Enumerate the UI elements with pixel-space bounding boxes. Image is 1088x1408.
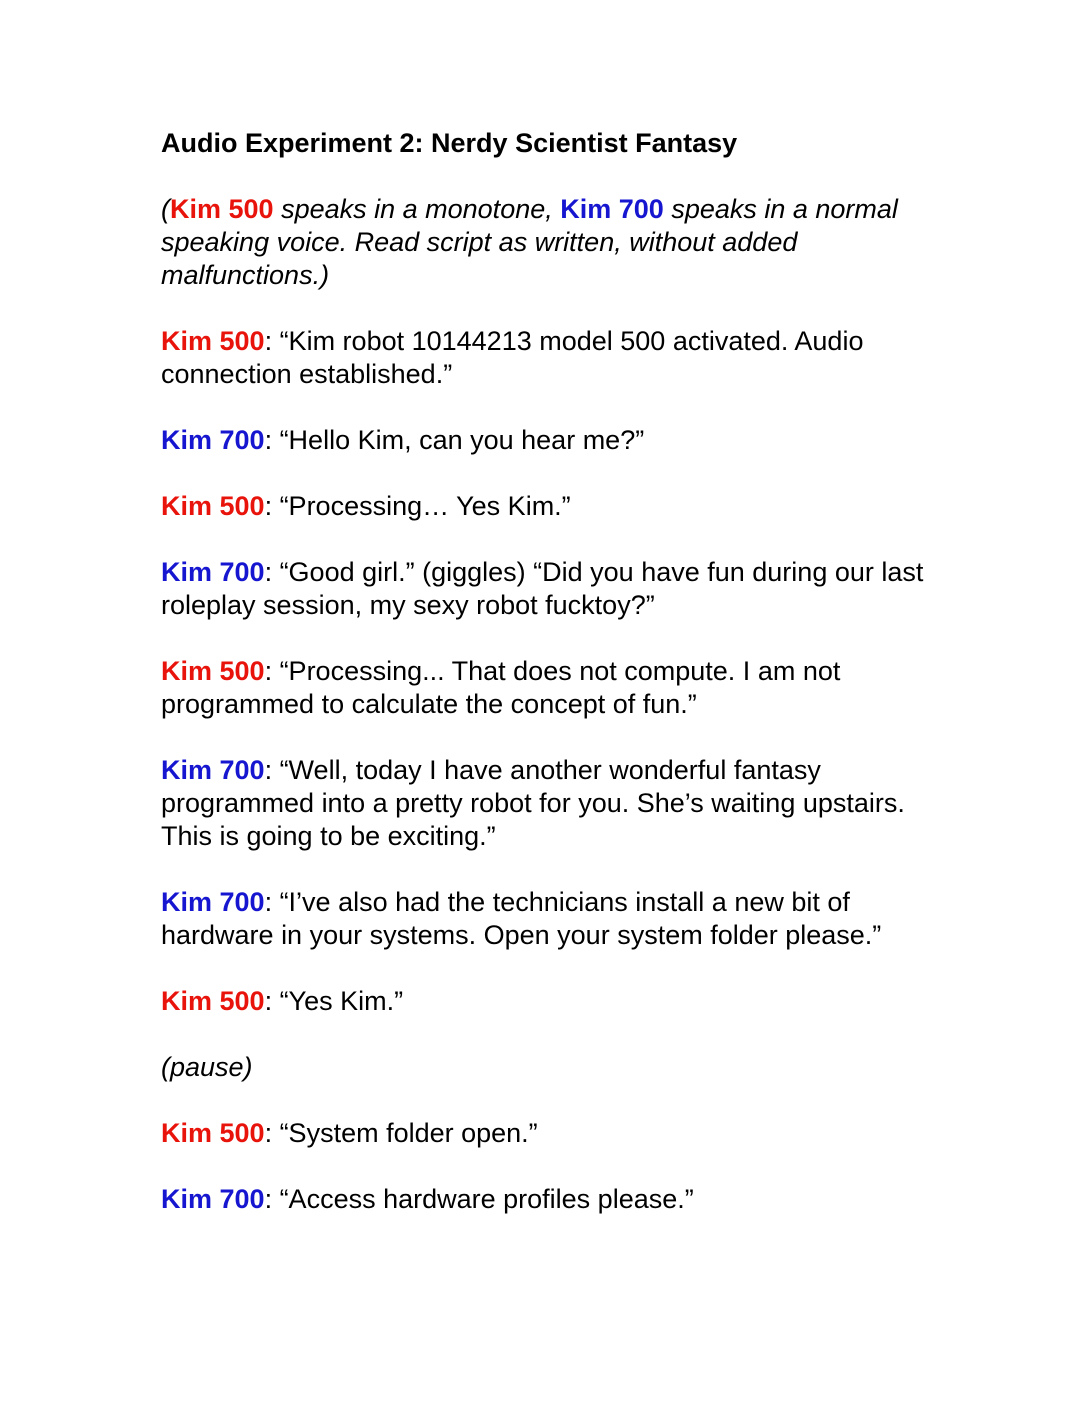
line-text: : “Access hardware profiles please.” bbox=[264, 1184, 694, 1214]
intro-speaker-kim500: Kim 500 bbox=[170, 194, 274, 224]
intro-text-a: speaks in a monotone, bbox=[273, 194, 561, 224]
speaker-kim500: Kim 500 bbox=[161, 986, 265, 1016]
stage-direction-pause: (pause) bbox=[161, 1052, 253, 1082]
intro-speaker-kim700: Kim 700 bbox=[560, 194, 664, 224]
speaker-kim500: Kim 500 bbox=[161, 491, 265, 521]
speaker-kim500: Kim 500 bbox=[161, 326, 265, 356]
speaker-kim500: Kim 500 bbox=[161, 1118, 265, 1148]
dialogue-line bbox=[161, 655, 961, 721]
dialogue-line bbox=[161, 754, 961, 853]
speaker-kim700: Kim 700 bbox=[161, 425, 265, 455]
line-text: : “Hello Kim, can you hear me?” bbox=[264, 425, 645, 455]
line-text: : “Processing… Yes Kim.” bbox=[264, 491, 571, 521]
speaker-kim700: Kim 700 bbox=[161, 755, 265, 785]
intro-open-paren: ( bbox=[161, 194, 170, 224]
speaker-kim700: Kim 700 bbox=[161, 1184, 265, 1214]
line-text: : “Good girl.” (giggles) “Did you have fun during our last roleplay session, my sexy robot fucktoy?” bbox=[161, 557, 924, 620]
dialogue-line bbox=[161, 1183, 961, 1216]
document-title: Audio Experiment 2: Nerdy Scientist Fantasy bbox=[161, 128, 738, 158]
line-text: : “Processing... That does not compute. I am not programmed to calculate the concept of fun.” bbox=[161, 656, 841, 719]
dialogue-line bbox=[161, 1117, 961, 1150]
intro-text-b: speaks in a normal speaking voice. Read script as written, without added malfunctions.) bbox=[161, 194, 898, 290]
dialogue-line bbox=[161, 556, 961, 622]
line-text: : “I’ve also had the technicians install a new bit of hardware in your systems. Open your system folder please.” bbox=[161, 887, 882, 950]
speaker-kim700: Kim 700 bbox=[161, 887, 265, 917]
line-text: : “Yes Kim.” bbox=[264, 986, 404, 1016]
stage-direction-intro bbox=[161, 193, 961, 292]
line-text: : “Kim robot 10144213 model 500 activated. Audio connection established.” bbox=[161, 326, 864, 389]
speaker-kim500: Kim 500 bbox=[161, 656, 265, 686]
dialogue-line bbox=[161, 424, 961, 457]
dialogue-line bbox=[161, 490, 961, 523]
line-text: : “Well, today I have another wonderful fantasy programmed into a pretty robot for you. She’s waiting upstairs. This is going to be exciting.” bbox=[161, 755, 905, 851]
line-text: : “System folder open.” bbox=[264, 1118, 538, 1148]
dialogue-line bbox=[161, 985, 961, 1018]
script-page bbox=[161, 127, 961, 1249]
speaker-kim700: Kim 700 bbox=[161, 557, 265, 587]
dialogue-line bbox=[161, 886, 961, 952]
dialogue-line bbox=[161, 325, 961, 391]
